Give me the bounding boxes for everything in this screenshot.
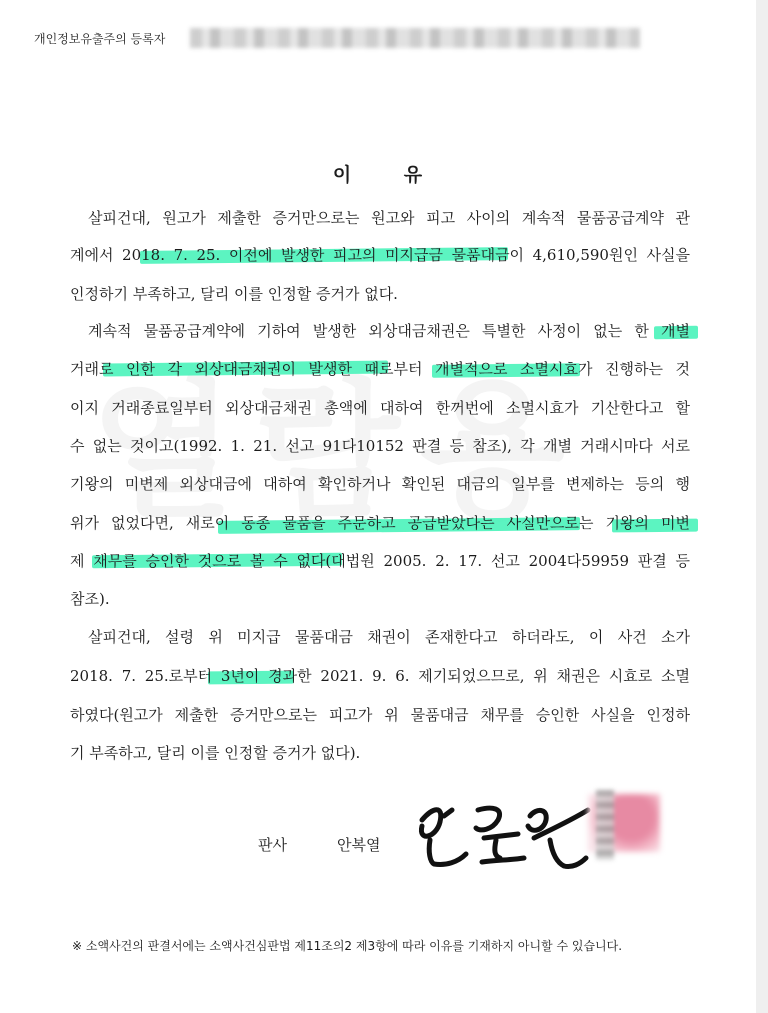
body-line: 위가 없었다면, 새로이 동종 물품을 주문하고 공급받았다는 사실만으로는 기왕의 미변 xyxy=(70,514,690,532)
body-line: 이지 거래종료일부터 외상대금채권 총액에 대하여 한꺼번에 소멸시효가 기산한다고 할 xyxy=(70,399,690,417)
body-line: 제 채무를 승인한 것으로 볼 수 없다(대법원 2005. 2. 17. 선고 2004다59959 판결 등 xyxy=(70,552,690,570)
section-title: 이 유 xyxy=(332,164,424,186)
body-line: 살피건대, 원고가 제출한 증거만으로는 원고와 피고 사이의 계속적 물품공급계약 관 xyxy=(88,209,690,227)
redacted-registrant-info xyxy=(190,28,640,48)
redacted-seal-mark xyxy=(596,790,614,860)
body-line: 살피건대, 설령 위 미지급 물품대금 채권이 존재한다고 하더라도, 이 사건 소가 xyxy=(88,628,690,646)
viewer-background-edge xyxy=(756,0,768,1013)
judge-name: 안복열 xyxy=(337,836,381,854)
body-line: 기왕의 미변제 외상대금에 대하여 확인하거나 확인된 대금의 일부를 변제하는 등의 행 xyxy=(70,475,690,493)
body-line: 인정하기 부족하고, 달리 이를 인정할 증거가 없다. xyxy=(70,285,398,303)
body-line: 2018. 7. 25.로부터 3년이 경과한 2021. 9. 6. 제기되었으므로, 위 채권은 시효로 소멸 xyxy=(70,667,690,685)
footnote: ※ 소액사건의 판결서에는 소액사건심판법 제11조의2 제3항에 따라 이유를 기재하지 아니할 수 있습니다. xyxy=(72,939,623,953)
body-line: 계속적 물품공급계약에 기하여 발생한 외상대금채권은 특별한 사정이 없는 한 개별 xyxy=(88,322,690,340)
body-line: 하였다(원고가 제출한 증거만으로는 피고가 위 물품대금 채무를 승인한 사실을 인정하 xyxy=(70,706,690,724)
header-watermark-label: 개인정보유출주의 등록자 xyxy=(34,32,166,46)
judge-role-label: 판사 xyxy=(258,836,287,854)
body-line: 거래로 인한 각 외상대금채권이 발생한 때로부터 개별적으로 소멸시효가 진행하는 것 xyxy=(70,360,690,378)
body-line: 참조). xyxy=(70,590,110,608)
body-line: 기 부족하고, 달리 이를 인정할 증거가 없다). xyxy=(70,744,361,762)
body-line: 계에서 2018. 7. 25. 이전에 발생한 피고의 미지급금 물품대금이 4,610,590원인 사실을 xyxy=(70,246,690,264)
handwritten-signature xyxy=(400,780,600,890)
body-line: 수 없는 것이고(1992. 1. 21. 선고 91다10152 판결 등 참조), 각 개별 거래시마다 서로 xyxy=(70,437,690,455)
